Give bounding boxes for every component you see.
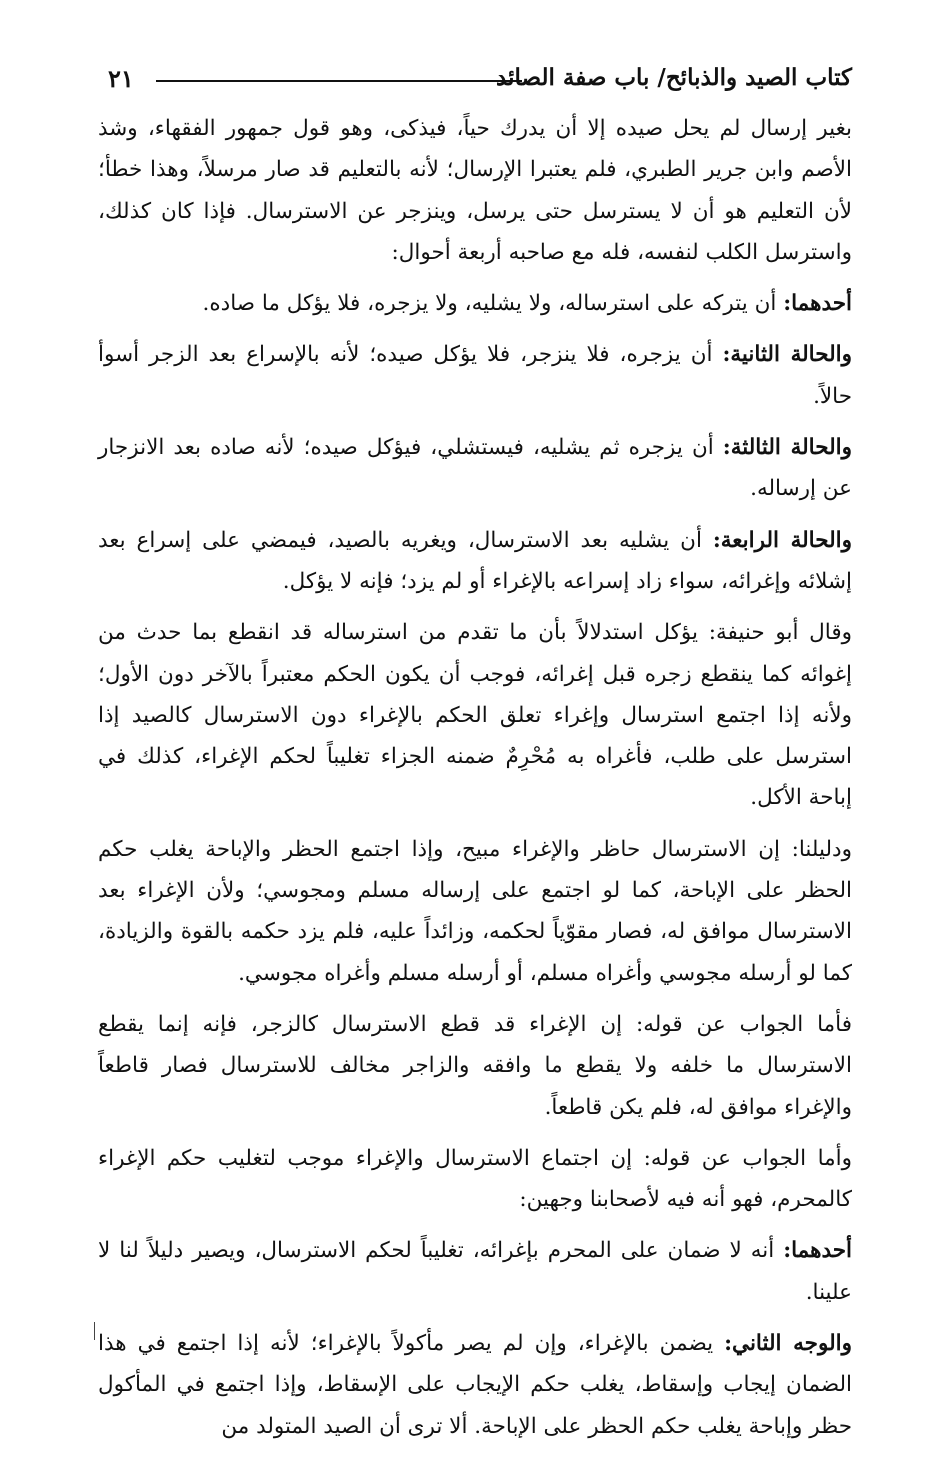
paragraph-text: ودليلنا: إن الاسترسال حاظر والإغراء مبيح، وإذا اجتمع الحظر والإباحة يغلب حكم الحظر على الإباحة، كما لو اجتمع على إرساله مسلم ومجوسي؛ ولأن الإغراء بعد الاسترسال موافق له، فصار مقوّياً لحكمه، وزائداً عليه، فلم يزد حكمه بالقوة والزيادة، كما لو أرسله مجوسي وأغراه مسلم، أو أرسله مسلم وأغراه مجوسي. <box>98 836 852 986</box>
paragraph-text: أن يزجره، فلا ينزجر، فلا يؤكل صيده؛ لأنه بالإسراع بعد الزجر أسوأ حالاً. <box>98 342 852 409</box>
paragraph-text: بغير إرسال لم يحل صيده إلا أن يدرك حياً، فيذكى، وهو قول جمهور الفقهاء، وشذ الأصم وابن جرير الطبري، فلم يعتبرا الإرسال؛ لأنه بالتعليم قد صار مرسلاً، وهذا خطأ؛ لأن التعليم هو أن لا يسترسل حتى يرسل، وينزجر عن الاسترسال. فإذا كان كذلك، واسترسل الكلب لنفسه، فله مع صاحبه أربعة أحوال: <box>98 116 852 265</box>
paragraph-text: يضمن بالإغراء، وإن لم يصر مأكولاً بالإغراء؛ لأنه إذا اجتمع في هذا الضمان إيجاب وإسقاط، يغلب حكم الإيجاب على الإسقاط، وإذا اجتمع في المأكول حظر وإباحة يغلب حكم الحظر على الإباحة. ألا ترى أن الصيد المتولد من <box>98 1331 852 1439</box>
paragraph-label: والحالة الثانية: <box>722 342 852 368</box>
paragraph-label: والوجه الثاني: <box>724 1331 852 1357</box>
paragraph-label: والحالة الرابعة: <box>712 527 852 553</box>
page-body <box>98 108 852 1457</box>
paragraph <box>98 427 852 510</box>
paragraph-text: فأما الجواب عن قوله: إن الإغراء قد قطع الاسترسال كالزجر، فإنه إنما يقطع الاسترسال ما خلفه ولا يقطع ما وافقه والزاجر مخالف للاسترسال فصار قاطعاً والإغراء موافق له، فلم يكن قاطعاً. <box>98 1011 852 1120</box>
page-number: ٢١ <box>108 64 134 93</box>
paragraph-text: أن يتركه على استرساله، ولا يشليه، ولا يزجره، فلا يؤكل ما صاده. <box>202 291 784 317</box>
paragraph-text: وقال أبو حنيفة: يؤكل استدلالاً بأن ما تقدم من استرساله قد انقطع بما حدث من إغوائه كما ينقطع زجره قبل إغرائه، فوجب أن يكون الحكم معتبراً بالآخر دون الأول؛ ولأنه إذا اجتمع استرسال وإغراء تعلق الحكم بالإغراء دون الاسترسال كالصيد إذا استرسل على طلب، فأغراه به مُحْرِمٌ ضمنه الجزاء تغليباً لحكم الإغراء، كذلك في إباحة الأكل. <box>98 620 852 811</box>
paragraph <box>98 108 852 273</box>
page-header <box>108 62 852 102</box>
paragraph <box>98 1230 852 1313</box>
header-rule <box>156 80 522 82</box>
paragraph-text: أن يشليه بعد الاسترسال، ويغريه بالصيد، فيمضي على إسراع بعد إشلائه وإغرائه، سواء زاد إسراعه بالإغراء أو لم يزد؛ فإنه لا يؤكل. <box>98 527 852 594</box>
paragraph-text: أن يزجره ثم يشليه، فيستشلي، فيؤكل صيده؛ لأنه صاده بعد الانزجار عن إرساله. <box>98 435 852 502</box>
paragraph <box>98 283 852 324</box>
paragraph-label: أحدهما: <box>783 1238 852 1264</box>
paragraph-label: أحدهما: <box>783 291 852 317</box>
margin-mark <box>94 1322 95 1340</box>
paragraph-text: أنه لا ضمان على المحرم بإغرائه، تغليباً لحكم الاسترسال، ويصير دليلاً لنا لا علينا. <box>98 1238 852 1305</box>
paragraph <box>98 334 852 417</box>
paragraph <box>98 612 852 818</box>
paragraph <box>98 520 852 603</box>
paragraph <box>98 1004 852 1128</box>
paragraph-label: والحالة الثالثة: <box>722 435 852 461</box>
paragraph <box>98 1138 852 1221</box>
paragraph-text: وأما الجواب عن قوله: إن اجتماع الاسترسال والإغراء موجب لتغليب حكم الإغراء كالمحرم، فهو أنه فيه لأصحابنا وجهين: <box>98 1145 852 1213</box>
paragraph <box>98 829 852 994</box>
running-title: كتاب الصيد والذبائح/ باب صفة الصائد <box>496 64 852 91</box>
paragraph <box>98 1323 852 1447</box>
